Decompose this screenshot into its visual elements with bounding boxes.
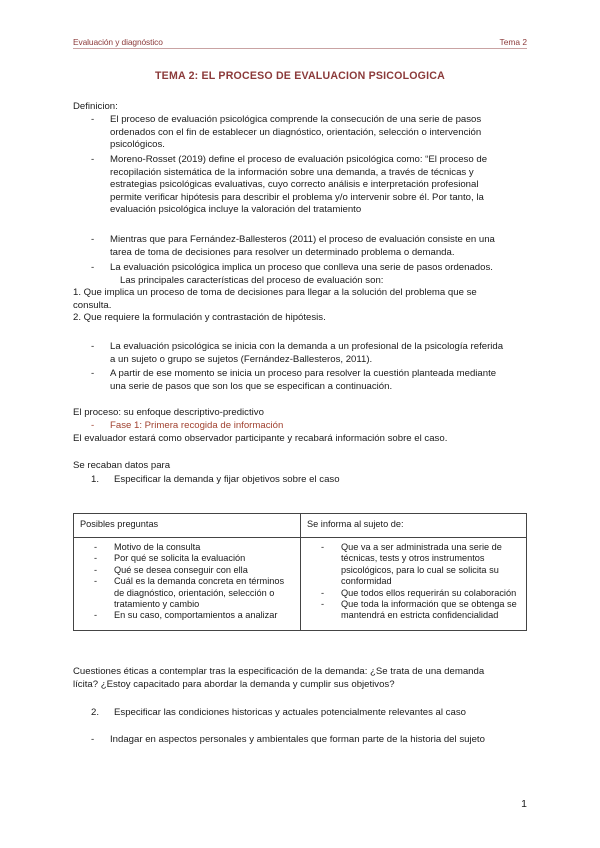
bullet-dash: - bbox=[91, 341, 95, 352]
table-cell-questions bbox=[74, 538, 301, 631]
list-item: - Motivo de la consulta bbox=[78, 542, 296, 553]
page-number: 1 bbox=[521, 798, 527, 810]
table-header-inform: Se informa al sujeto de: bbox=[301, 514, 527, 538]
definition-bullet-1: El proceso de evaluación psicológica comprende la consecución de una serie de pasos ordenados con el fin de establecer un diagnóstico, orientación, selección o intervención psicológicos. bbox=[110, 114, 482, 151]
definition-bullet-3: Mientras que para Fernández-Ballesteros (2011) el proceso de evaluación consiste en una tarea de toma de decisiones para resolver un determinado problema o demanda. bbox=[110, 234, 495, 258]
bullet-dash: - bbox=[91, 734, 95, 745]
ethics-paragraph: Cuestiones éticas a contemplar tras la especificación de la demanda: ¿Se trata de una demanda lícita? ¿Estoy capacitado para abordar la demanda y cumplir sus objetivos? bbox=[73, 666, 485, 690]
list-item: - Que va a ser administrada una serie de técnicas, tests y otros instrumentos psicológicos, para lo cual se solicita su conformidad bbox=[305, 542, 522, 588]
observer-text: El evaluador estará como observador participante y recabará información sobre el caso. bbox=[73, 433, 448, 444]
header-subject: Evaluación y diagnóstico bbox=[73, 37, 163, 47]
characteristics-list: 1. Que implica un proceso de toma de decisiones para llegar a la solución del problema que se consulta. 2. Que requiere la formulación y contrastación de hipótesis. bbox=[73, 287, 477, 324]
process-heading: El proceso: su enfoque descriptivo-predictivo bbox=[73, 407, 264, 418]
bullet-dash: - bbox=[91, 262, 95, 273]
header-divider bbox=[73, 48, 527, 49]
definition-bullet-5: La evaluación psicológica se inicia con la demanda a un profesional de la psicología referida a un sujeto o grupo se sujetos (Fernández-Ballesteros, 2011). bbox=[110, 341, 504, 365]
definition-bullet-6: A partir de ese momento se inicia un proceso para resolver la cuestión planteada mediante una serie de pasos que son los que se especifican a continuación. bbox=[110, 368, 497, 392]
list-item: - Por qué se solicita la evaluación bbox=[78, 553, 296, 564]
page-title: TEMA 2: EL PROCESO DE EVALUACION PSICOLOGICA bbox=[155, 70, 445, 82]
step-1-text: Especificar la demanda y fijar objetivos sobre el caso bbox=[114, 474, 340, 485]
bullet-dash: - bbox=[91, 154, 95, 165]
questions-table bbox=[73, 513, 527, 631]
bullet-dash: - bbox=[91, 368, 95, 379]
list-item: - En su caso, comportamientos a analizar bbox=[78, 610, 296, 621]
definition-heading: Definicion: bbox=[73, 101, 118, 112]
list-item: - Que toda la información que se obtenga se mantendrá en estricta confidencialidad bbox=[305, 599, 522, 622]
list-item: - Cuál es la demanda concreta en términos de diagnóstico, orientación, selección o tratamiento y cambio bbox=[78, 576, 296, 610]
bullet-dash: - bbox=[91, 114, 95, 125]
definition-bullet-2: Moreno-Rosset (2019) define el proceso de evaluación psicológica como: “El proceso de recopilación sistemática de la información sobre una demanda, a través de técnicas y estrategias psicológicas evaluativas, cuyo correcto análisis e interpretación profesional permite verificar hipótesis para describir el problema y/o intervenir sobre él. Por tanto, la evaluación psicológica incluye la valoración del tratamiento bbox=[110, 154, 488, 216]
step-2-number: 2. bbox=[91, 707, 100, 718]
step-1-number: 1. bbox=[91, 474, 100, 485]
bullet-dash: - bbox=[91, 420, 95, 431]
data-intro: Se recaban datos para bbox=[73, 460, 171, 471]
definition-bullet-4: La evaluación psicológica implica un proceso que conlleva una serie de pasos ordenados. Las principales características del proceso de evaluación son: bbox=[110, 262, 493, 286]
list-item: - Que todos ellos requerirán su colaboración bbox=[305, 588, 522, 599]
table-cell-inform bbox=[301, 538, 527, 631]
list-item: - Qué se desea conseguir con ella bbox=[78, 565, 296, 576]
step-2-text: Especificar las condiciones historicas y actuales potencialmente relevantes al caso bbox=[114, 707, 466, 718]
bullet-dash: - bbox=[91, 234, 95, 245]
table-header-questions: Posibles preguntas bbox=[74, 514, 301, 538]
last-bullet: Indagar en aspectos personales y ambientales que forman parte de la historia del sujeto bbox=[110, 734, 485, 745]
phase-1-label: Fase 1: Primera recogida de información bbox=[110, 420, 284, 431]
header-topic: Tema 2 bbox=[499, 37, 527, 47]
